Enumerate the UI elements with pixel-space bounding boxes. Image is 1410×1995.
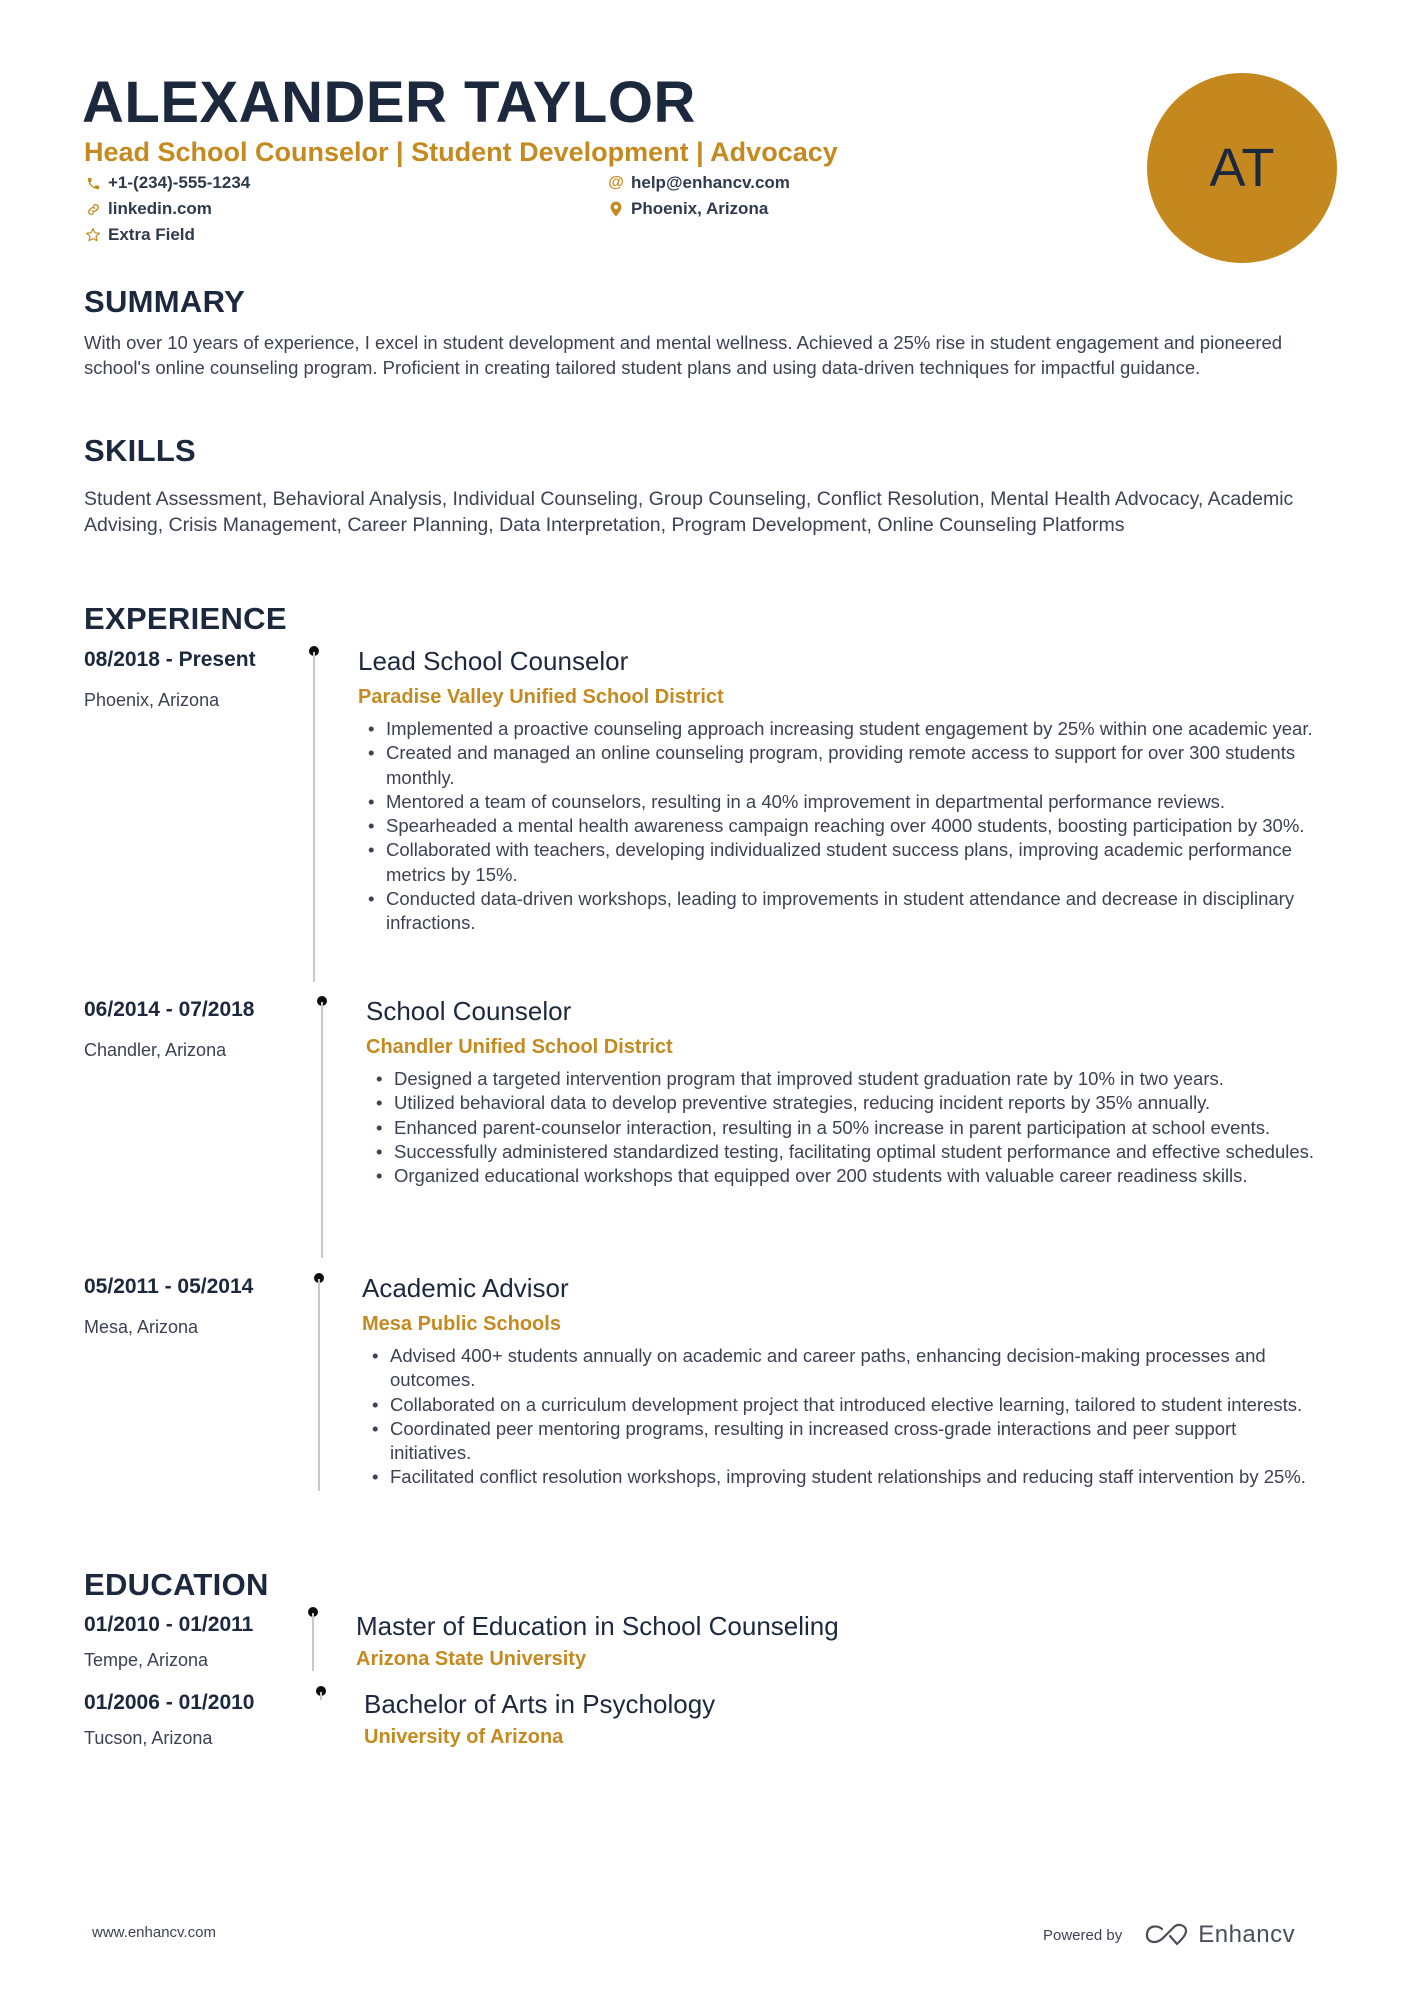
contact-location	[607, 197, 768, 221]
contact-email	[607, 171, 790, 195]
bullet-item: • Utilized behavioral data to develop preventive strategies, reducing incident reports by 35% annually.	[374, 1091, 1359, 1115]
timeline-line	[320, 1692, 322, 1700]
job-dates: 08/2018 - Present	[84, 648, 256, 671]
experience-heading: EXPERIENCE	[84, 601, 287, 636]
job-bullets	[374, 1067, 1359, 1188]
contact-extra	[84, 223, 195, 247]
job-role: Academic Advisor	[362, 1273, 569, 1303]
map-pin-icon	[607, 200, 625, 218]
education-degree: Bachelor of Arts in Psychology	[364, 1689, 716, 1719]
job-dates: 05/2011 - 05/2014	[84, 1275, 254, 1298]
bullet-item: • Spearheaded a mental health awareness campaign reaching over 4000 students, boosting participation by 30%.	[366, 814, 1351, 838]
job-organization: Paradise Valley Unified School District	[358, 686, 724, 708]
enhancv-logo-icon	[1144, 1923, 1190, 1947]
bullet-item: • Collaborated with teachers, developing individualized student success plans, improving academic performance metrics by 15%.	[366, 838, 1351, 887]
bullet-item: • Organized educational workshops that equipped over 200 students with valuable career readiness skills.	[374, 1164, 1359, 1188]
job-location: Phoenix, Arizona	[84, 690, 220, 710]
link-icon	[84, 200, 102, 218]
star-icon	[84, 226, 102, 244]
education-heading: EDUCATION	[84, 1567, 269, 1602]
timeline-line	[312, 1613, 314, 1671]
phone-icon	[84, 174, 102, 192]
contact-phone	[84, 171, 250, 195]
footer-powered-by	[1043, 1921, 1295, 1949]
bullet-item: • Advised 400+ students annually on academic and career paths, enhancing decision-making processes and outcomes.	[370, 1344, 1320, 1393]
at-icon: @	[608, 174, 624, 191]
timeline-line	[321, 1002, 323, 1258]
job-dates: 06/2014 - 07/2018	[84, 998, 255, 1021]
avatar-initials: AT	[1209, 138, 1275, 198]
education-school: Arizona State University	[356, 1648, 587, 1670]
skills-heading: SKILLS	[84, 433, 197, 468]
avatar	[1147, 73, 1337, 263]
education-degree: Master of Education in School Counseling	[356, 1611, 839, 1641]
powered-by-label: Powered by	[1043, 1926, 1123, 1944]
bullet-item: • Created and managed an online counseling program, providing remote access to support for over 300 students monthly.	[366, 741, 1351, 790]
contact-linkedin	[84, 197, 212, 221]
job-location: Mesa, Arizona	[84, 1317, 199, 1337]
job-organization: Mesa Public Schools	[362, 1313, 561, 1335]
job-location: Chandler, Arizona	[84, 1040, 227, 1060]
skills-text: Student Assessment, Behavioral Analysis, Individual Counseling, Group Counseling, Conflict Resolution, Mental Health Advocacy, Academic Advising, Crisis Management, Career Planning, Data Interpretation, Program Development, Online Counseling Platforms	[84, 488, 1294, 536]
location-value: Phoenix, Arizona	[631, 199, 769, 218]
education-dates: 01/2006 - 01/2010	[84, 1691, 255, 1714]
job-bullets	[366, 717, 1351, 936]
extra-field-value: Extra Field	[108, 225, 195, 244]
phone-value[interactable]: +1-(234)-555-1234	[108, 173, 251, 192]
candidate-title: Head School Counselor | Student Development | Advocacy	[84, 137, 838, 167]
summary-heading: SUMMARY	[84, 284, 246, 319]
timeline-line	[313, 652, 315, 982]
linkedin-value[interactable]: linkedin.com	[108, 199, 212, 218]
education-location: Tempe, Arizona	[84, 1650, 209, 1670]
job-bullets	[370, 1344, 1320, 1490]
bullet-item: • Collaborated on a curriculum development project that introduced elective learning, tailored to student interests.	[370, 1393, 1320, 1417]
education-dates: 01/2010 - 01/2011	[84, 1613, 254, 1636]
bullet-item: • Designed a targeted intervention program that improved student graduation rate by 10% in two years.	[374, 1067, 1359, 1091]
bullet-item: • Enhanced parent-counselor interaction, resulting in a 50% increase in parent participation at school events.	[374, 1116, 1359, 1140]
bullet-item: • Facilitated conflict resolution workshops, improving student relationships and reducing staff intervention by 25%.	[370, 1465, 1320, 1489]
brand-name: Enhancv	[1198, 1921, 1296, 1948]
timeline-line	[318, 1279, 320, 1491]
email-value[interactable]: help@enhancv.com	[631, 173, 790, 192]
candidate-name: ALEXANDER TAYLOR	[82, 70, 696, 135]
education-location: Tucson, Arizona	[84, 1728, 213, 1748]
footer-website[interactable]: www.enhancv.com	[92, 1924, 216, 1941]
job-organization: Chandler Unified School District	[366, 1036, 673, 1058]
bullet-item: • Coordinated peer mentoring programs, resulting in increased cross-grade interactions and peer support initiatives.	[370, 1417, 1320, 1466]
job-role: School Counselor	[366, 996, 572, 1026]
education-school: University of Arizona	[364, 1726, 564, 1748]
bullet-item: • Successfully administered standardized testing, facilitating optimal student performance and effective schedules.	[374, 1140, 1359, 1164]
summary-text: With over 10 years of experience, I excel in student development and mental wellness. Achieved a 25% rise in student engagement and pioneered school's online counseling program. Proficient in creating tailored student plans and using data-driven techniques for impactful guidance.	[84, 332, 1283, 378]
job-role: Lead School Counselor	[358, 646, 629, 676]
bullet-item: • Mentored a team of counselors, resulting in a 40% improvement in departmental performance reviews.	[366, 790, 1351, 814]
bullet-item: • Conducted data-driven workshops, leading to improvements in student attendance and decrease in disciplinary infractions.	[366, 887, 1351, 936]
bullet-item: • Implemented a proactive counseling approach increasing student engagement by 25% within one academic year.	[366, 717, 1351, 741]
